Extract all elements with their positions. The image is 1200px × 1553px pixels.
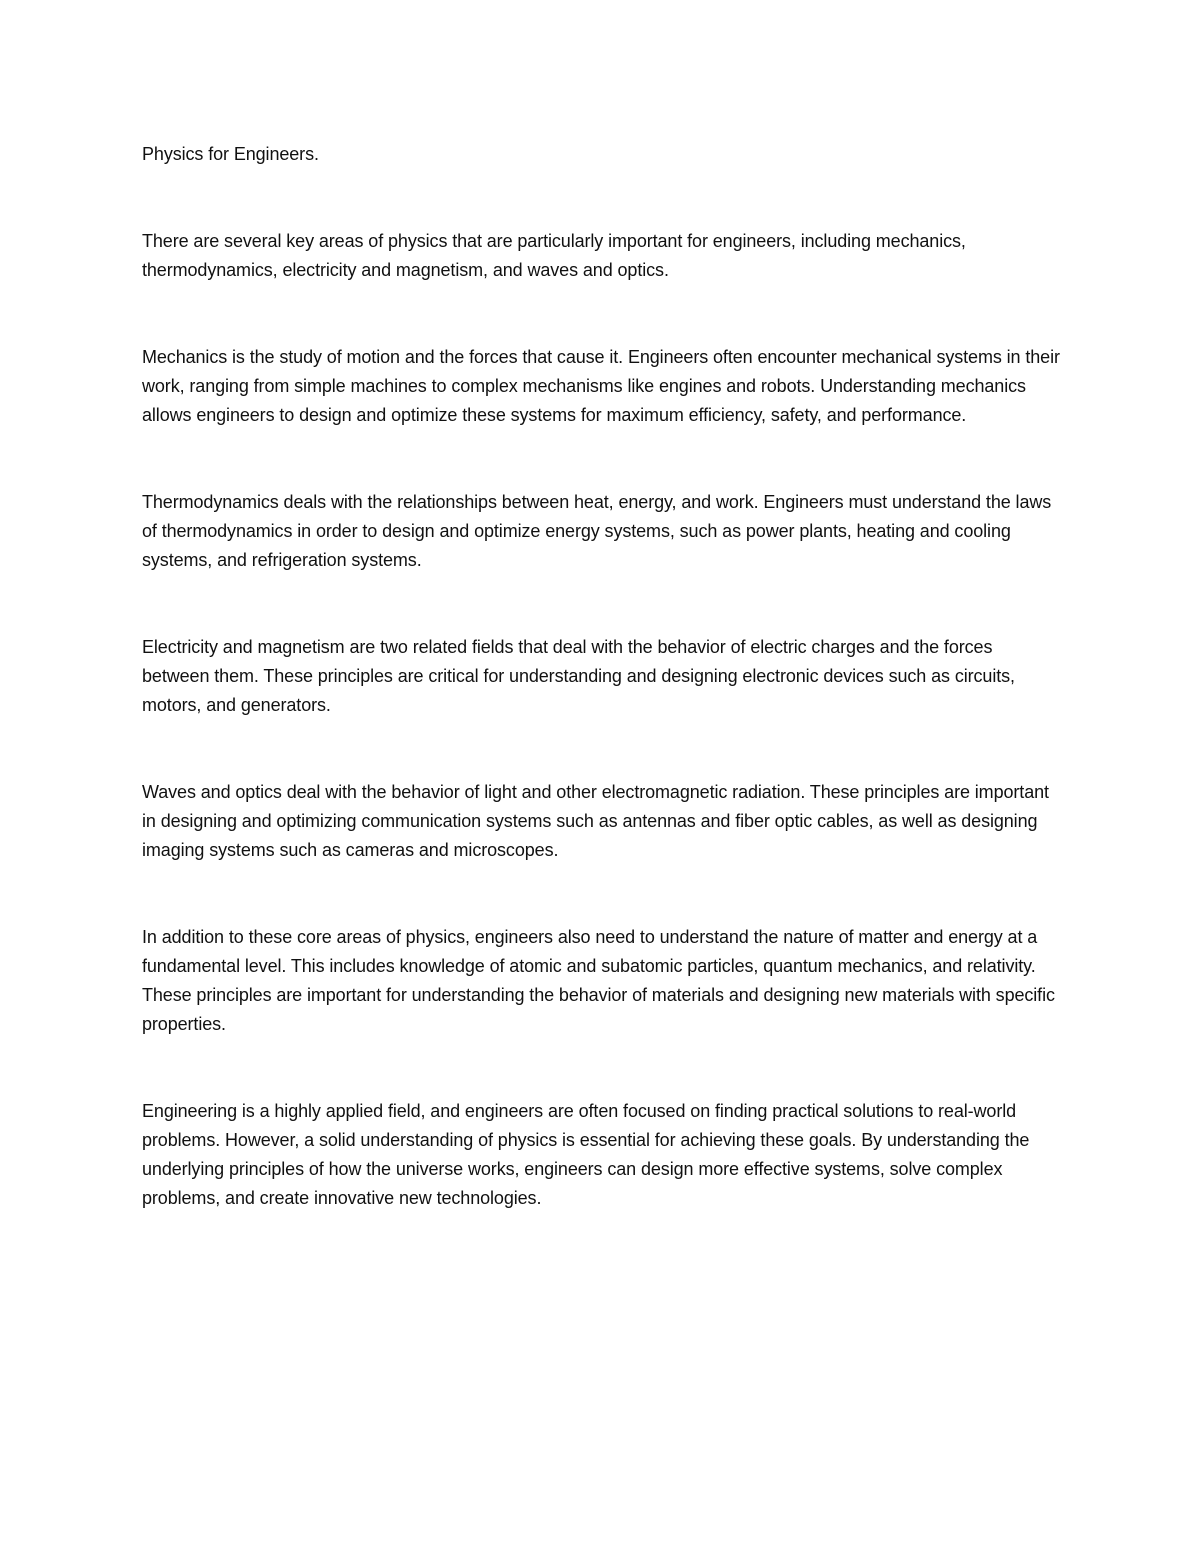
paragraph-conclusion: Engineering is a highly applied field, and engineers are often focused on finding practical solutions to real-world problems. However, a solid understanding of physics is essential for achieving these goals. By understanding the underlying principles of how the universe works, engineers can design more effective systems, solve complex problems, and create innovative new technologies. — [142, 1101, 1030, 1208]
document-body — [142, 140, 1062, 1271]
paragraph-overview: There are several key areas of physics that are particularly important for engineers, including mechanics, thermodynamics, electricity and magnetism, and waves and optics. — [142, 231, 966, 280]
paragraph-matter-energy: In addition to these core areas of physics, engineers also need to understand the nature of matter and energy at a fundamental level. This includes knowledge of atomic and subatomic particles, quantum mechanics, and relativity. These principles are important for understanding the behavior of materials and designing new materials with specific properties. — [142, 927, 1055, 1034]
paragraph-thermodynamics: Thermodynamics deals with the relationships between heat, energy, and work. Engineers must understand the laws of thermodynamics in order to design and optimize energy systems, such as power plants, heating and cooling systems, and refrigeration systems. — [142, 492, 1052, 570]
paragraph-mechanics: Mechanics is the study of motion and the forces that cause it. Engineers often encounter mechanical systems in their work, ranging from simple machines to complex mechanisms like engines and robots. Understanding mechanics allows engineers to design and optimize these systems for maximum efficiency, safety, and performance. — [142, 347, 1060, 425]
paragraph-electricity-magnetism: Electricity and magnetism are two related fields that deal with the behavior of electric charges and the forces between them. These principles are critical for understanding and designing electronic devices such as circuits, motors, and generators. — [142, 637, 1015, 715]
paragraph-waves-optics: Waves and optics deal with the behavior of light and other electromagnetic radiation. These principles are important in designing and optimizing communication systems such as antennas and fiber optic cables, as well as designing imaging systems such as cameras and microscopes. — [142, 782, 1049, 860]
document-title: Physics for Engineers. — [142, 144, 319, 164]
